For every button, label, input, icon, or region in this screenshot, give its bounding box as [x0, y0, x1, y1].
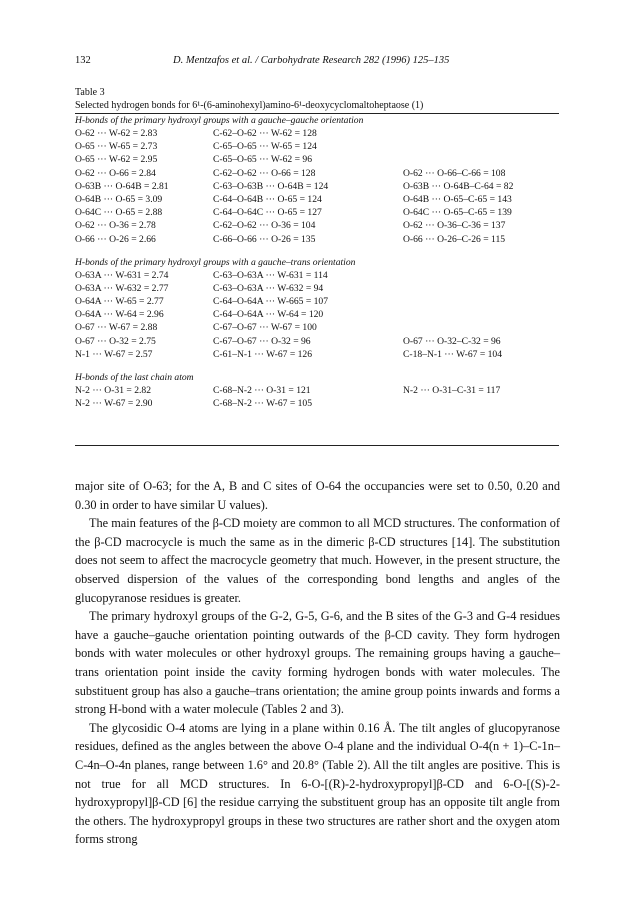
- angle2-cell: N-2 ··· O-31–C-31 = 117: [403, 385, 501, 396]
- table-row: [75, 193, 559, 206]
- section-title: H-bonds of the primary hydroxyl groups with a gauche–trans orientation: [75, 256, 356, 268]
- table-row: [75, 219, 559, 232]
- paragraph: The glycosidic O-4 atoms are lying in a plane within 0.16 Å. The tilt angles of glucopyranose residues, defined as the angles between the above O-4 plane and the individual O-4(n + 1)–C-1n–C-4n–O-4n planes, range between 1.6° and 20.8° (Table 2). All the tilt angles are positive. This is not true for all MCD structures. In 6-O-[(R)-2-hydroxypropyl]β-CD and 6-O-[(S)-2-hydroxypropyl]β-CD [6] the residue carrying the substituent group has an opposite tilt angle from the others. The hydroxypropyl groups in these two structures are rather short and the oxygen atom forms strong: [75, 720, 560, 847]
- angle-cell: C-62–O-62 ··· O-36 = 104: [213, 220, 316, 232]
- angle-cell: C-66–O-66 ··· O-26 = 135: [213, 233, 316, 245]
- angle2-cell: O-64B ··· O-65–C-65 = 143: [403, 193, 512, 205]
- angle-cell: C-65–O-65 ··· W-62 = 96: [213, 154, 313, 166]
- distance-cell: O-63A ··· W-632 = 2.77: [75, 282, 169, 294]
- angle-cell: C-68–N-2 ··· W-67 = 105: [213, 398, 313, 410]
- angle-cell: C-64–O-64B ··· O-65 = 124: [213, 193, 322, 205]
- table-row: [75, 397, 559, 410]
- distance-cell: N-2 ··· O-31 = 2.82: [75, 385, 152, 396]
- table-row: [75, 153, 559, 166]
- angle-cell: C-62–O-62 ··· O-66 = 128: [213, 167, 316, 179]
- angle-cell: C-63–O-63B ··· O-64B = 124: [213, 180, 329, 192]
- table-row: [75, 206, 559, 219]
- table-row: [75, 348, 559, 361]
- angle2-cell: O-63B ··· O-64B–C-64 = 82: [403, 180, 514, 192]
- section-title: H-bonds of the last chain atom: [75, 372, 194, 383]
- table-section-gauche-trans: [75, 256, 559, 361]
- table-row: [75, 308, 559, 321]
- angle-cell: C-64–O-64C ··· O-65 = 127: [213, 207, 322, 219]
- distance-cell: O-65 ··· W-62 = 2.95: [75, 154, 158, 166]
- table-row: [75, 233, 559, 246]
- distance-cell: O-67 ··· W-67 = 2.88: [75, 322, 158, 334]
- table-caption-block: [75, 87, 423, 112]
- table-bottom-rule: [75, 445, 559, 446]
- angle-cell: C-63–O-63A ··· W-631 = 114: [213, 269, 328, 281]
- distance-cell: O-64C ··· O-65 = 2.88: [75, 207, 163, 219]
- table-row: [75, 282, 559, 295]
- angle-cell: C-62–O-62 ··· W-62 = 128: [213, 128, 317, 139]
- distance-cell: O-65 ··· W-65 = 2.73: [75, 141, 158, 153]
- distance-cell: O-64A ··· W-65 = 2.77: [75, 296, 164, 308]
- angle-cell: C-68–N-2 ··· O-31 = 121: [213, 385, 311, 396]
- page-number: 132: [75, 55, 91, 66]
- angle-cell: C-67–O-67 ··· W-67 = 100: [213, 322, 317, 334]
- distance-cell: N-2 ··· W-67 = 2.90: [75, 398, 153, 410]
- running-head: D. Mentzafos et al. / Carbohydrate Research 282 (1996) 125–135: [173, 55, 450, 66]
- distance-cell: O-62 ··· W-62 = 2.83: [75, 128, 158, 139]
- hbond-table: [75, 114, 559, 410]
- distance-cell: N-1 ··· W-67 = 2.57: [75, 348, 153, 360]
- distance-cell: O-67 ··· O-32 = 2.75: [75, 335, 156, 347]
- table-row: [75, 180, 559, 193]
- table-section-gauche-gauche: [75, 114, 559, 246]
- table-row: [75, 167, 559, 180]
- table-label: Table 3: [75, 87, 105, 98]
- angle-cell: C-61–N-1 ··· W-67 = 126: [213, 348, 313, 360]
- paragraph: major site of O-63; for the A, B and C sites of O-64 the occupancies were set to 0.50, 0.20 and 0.30 in order to have similar U values).: [75, 479, 560, 512]
- angle2-cell: C-18–N-1 ··· W-67 = 104: [403, 348, 503, 360]
- paragraph: The primary hydroxyl groups of the G-2, G-5, G-6, and the B sites of the G-3 and G-4 residues have a gauche–gauche orientation pointing outwards of the β-CD cavity. They form hydrogen bonds with water molecules or other hydroxyl groups. The remaining groups having a gauche–trans orientation point inside the cavity forming hydrogen bonds with water molecules. The substituent group has also a gauche–trans orientation; the amine group points inwards and forms a strong H-bond with a water molecule (Tables 2 and 3).: [75, 609, 560, 717]
- angle-cell: C-67–O-67 ··· O-32 = 96: [213, 335, 311, 347]
- table-caption: Selected hydrogen bonds for 6¹-(6-aminohexyl)amino-6¹-deoxycyclomaltoheptaose (1): [75, 99, 424, 111]
- table-row: [75, 321, 559, 334]
- angle2-cell: O-64C ··· O-65–C-65 = 139: [403, 207, 512, 219]
- distance-cell: O-64B ··· O-65 = 3.09: [75, 193, 163, 205]
- page-header: [75, 55, 555, 71]
- distance-cell: O-63B ··· O-64B = 2.81: [75, 180, 169, 192]
- section-gap: [75, 361, 559, 371]
- angle-cell: C-64–O-64A ··· W-64 = 120: [213, 309, 324, 321]
- distance-cell: O-62 ··· O-66 = 2.84: [75, 167, 156, 179]
- distance-cell: O-63A ··· W-631 = 2.74: [75, 269, 169, 281]
- body-text: [75, 477, 560, 849]
- distance-cell: O-66 ··· O-26 = 2.66: [75, 233, 156, 245]
- angle-cell: C-63–O-63A ··· W-632 = 94: [213, 282, 324, 294]
- angle2-cell: O-67 ··· O-32–C-32 = 96: [403, 335, 501, 347]
- table-row: [75, 335, 559, 348]
- section-title: H-bonds of the primary hydroxyl groups with a gauche–gauche orientation: [75, 115, 364, 126]
- section-gap: [75, 246, 559, 256]
- table-row: [75, 269, 559, 282]
- table-row: [75, 140, 559, 153]
- angle2-cell: O-62 ··· O-66–C-66 = 108: [403, 167, 506, 179]
- table-section-last-chain-atom: [75, 371, 559, 410]
- distance-cell: O-62 ··· O-36 = 2.78: [75, 220, 156, 232]
- table-row: [75, 295, 559, 308]
- angle-cell: C-65–O-65 ··· W-65 = 124: [213, 141, 317, 153]
- table-row: [75, 127, 559, 140]
- angle2-cell: O-62 ··· O-36–C-36 = 137: [403, 220, 506, 232]
- angle-cell: C-64–O-64A ··· W-665 = 107: [213, 296, 329, 308]
- distance-cell: O-64A ··· W-64 = 2.96: [75, 309, 164, 321]
- table-row: [75, 384, 559, 397]
- angle2-cell: O-66 ··· O-26–C-26 = 115: [403, 233, 506, 245]
- paragraph: The main features of the β-CD moiety are common to all MCD structures. The conformation of the β-CD macrocycle is much the same as in the dimeric β-CD structures [14]. The substitution does not seem to affect the macrocycle geometry that much. However, in the present structure, the observed dispersion of the values of the corresponding bond lengths and angles of the glucopyranose residues is greater.: [75, 516, 560, 605]
